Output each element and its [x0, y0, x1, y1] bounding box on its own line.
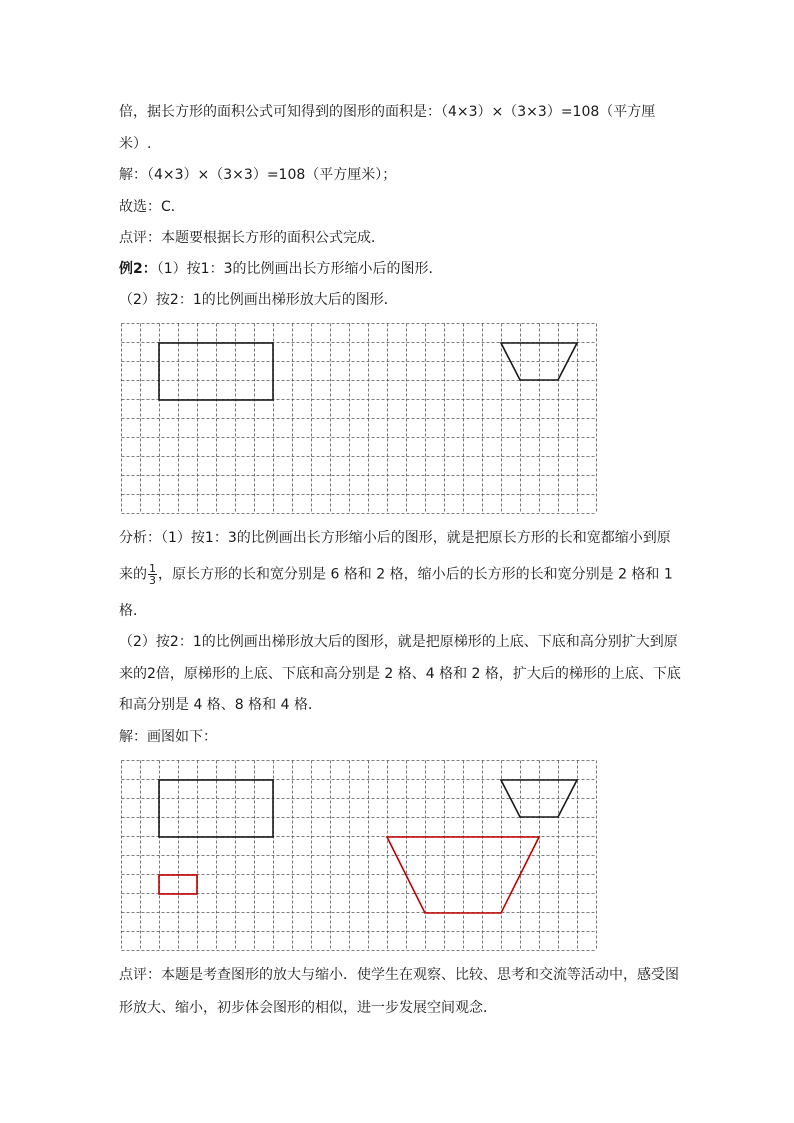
para-9-pre: 来的 [119, 566, 147, 583]
para-12: 来的2倍，原梯形的上底、下底和高分别是 2 格、4 格和 2 格，扩大后的梯形的上底、下底 [119, 666, 681, 682]
para-10: 格． [119, 603, 147, 619]
fraction-one-third [148, 563, 157, 586]
para-2: 米）. [119, 136, 152, 152]
example-2-text: （1）按1：3的比例画出长方形缩小后的图形． [156, 261, 443, 277]
problem-grid [121, 323, 597, 515]
example-2-line [119, 259, 442, 279]
answer-big-trapezoid [387, 837, 539, 913]
para-3: 解：（4×3）×（3×3）=108（平方厘米）； [119, 167, 397, 183]
para-16: 形放大、缩小，初步体会图形的相似，进一步发展空间观念． [119, 1000, 497, 1016]
para-8: 分析：（1）按1：3的比例画出长方形缩小后的图形，就是把原长方形的长和宽都缩小到原 [119, 530, 671, 546]
answer-grid-lines [122, 761, 597, 951]
para-1: 倍，据长方形的面积公式可知得到的图形的面积是：（4×3）×（3×3）=108（平方厘 [119, 104, 656, 120]
para-7: （2）按2：1的比例画出梯形放大后的图形． [119, 292, 398, 308]
para-5: 点评：本题要根据长方形的面积公式完成． [119, 230, 385, 246]
para-11: （2）按2：1的比例画出梯形放大后的图形，就是把原梯形的上底、下底和高分别扩大到原 [119, 634, 678, 650]
para-9-post: ，原长方形的长和宽分别是 6 格和 2 格，缩小后的长方形的长和宽分别是 2 格和 1 [158, 566, 673, 583]
problem-rectangle [159, 343, 273, 400]
para-15: 点评：本题是考查图形的放大与缩小．使学生在观察、比较、思考和交流等活动中，感受图 [119, 967, 679, 983]
answer-original-rectangle [159, 780, 273, 837]
para-4: 故选：C． [119, 199, 185, 215]
para-9 [119, 563, 673, 586]
fraction-numerator: 1 [149, 562, 156, 575]
example-2-label: 例2： [119, 261, 157, 277]
problem-grid-lines [122, 324, 597, 514]
answer-grid [121, 760, 597, 952]
fraction-denominator: 3 [149, 574, 156, 587]
para-13: 和高分别是 4 格、8 格和 4 格． [119, 697, 322, 713]
answer-small-rectangle [159, 875, 197, 894]
para-14: 解：画图如下： [119, 729, 217, 745]
